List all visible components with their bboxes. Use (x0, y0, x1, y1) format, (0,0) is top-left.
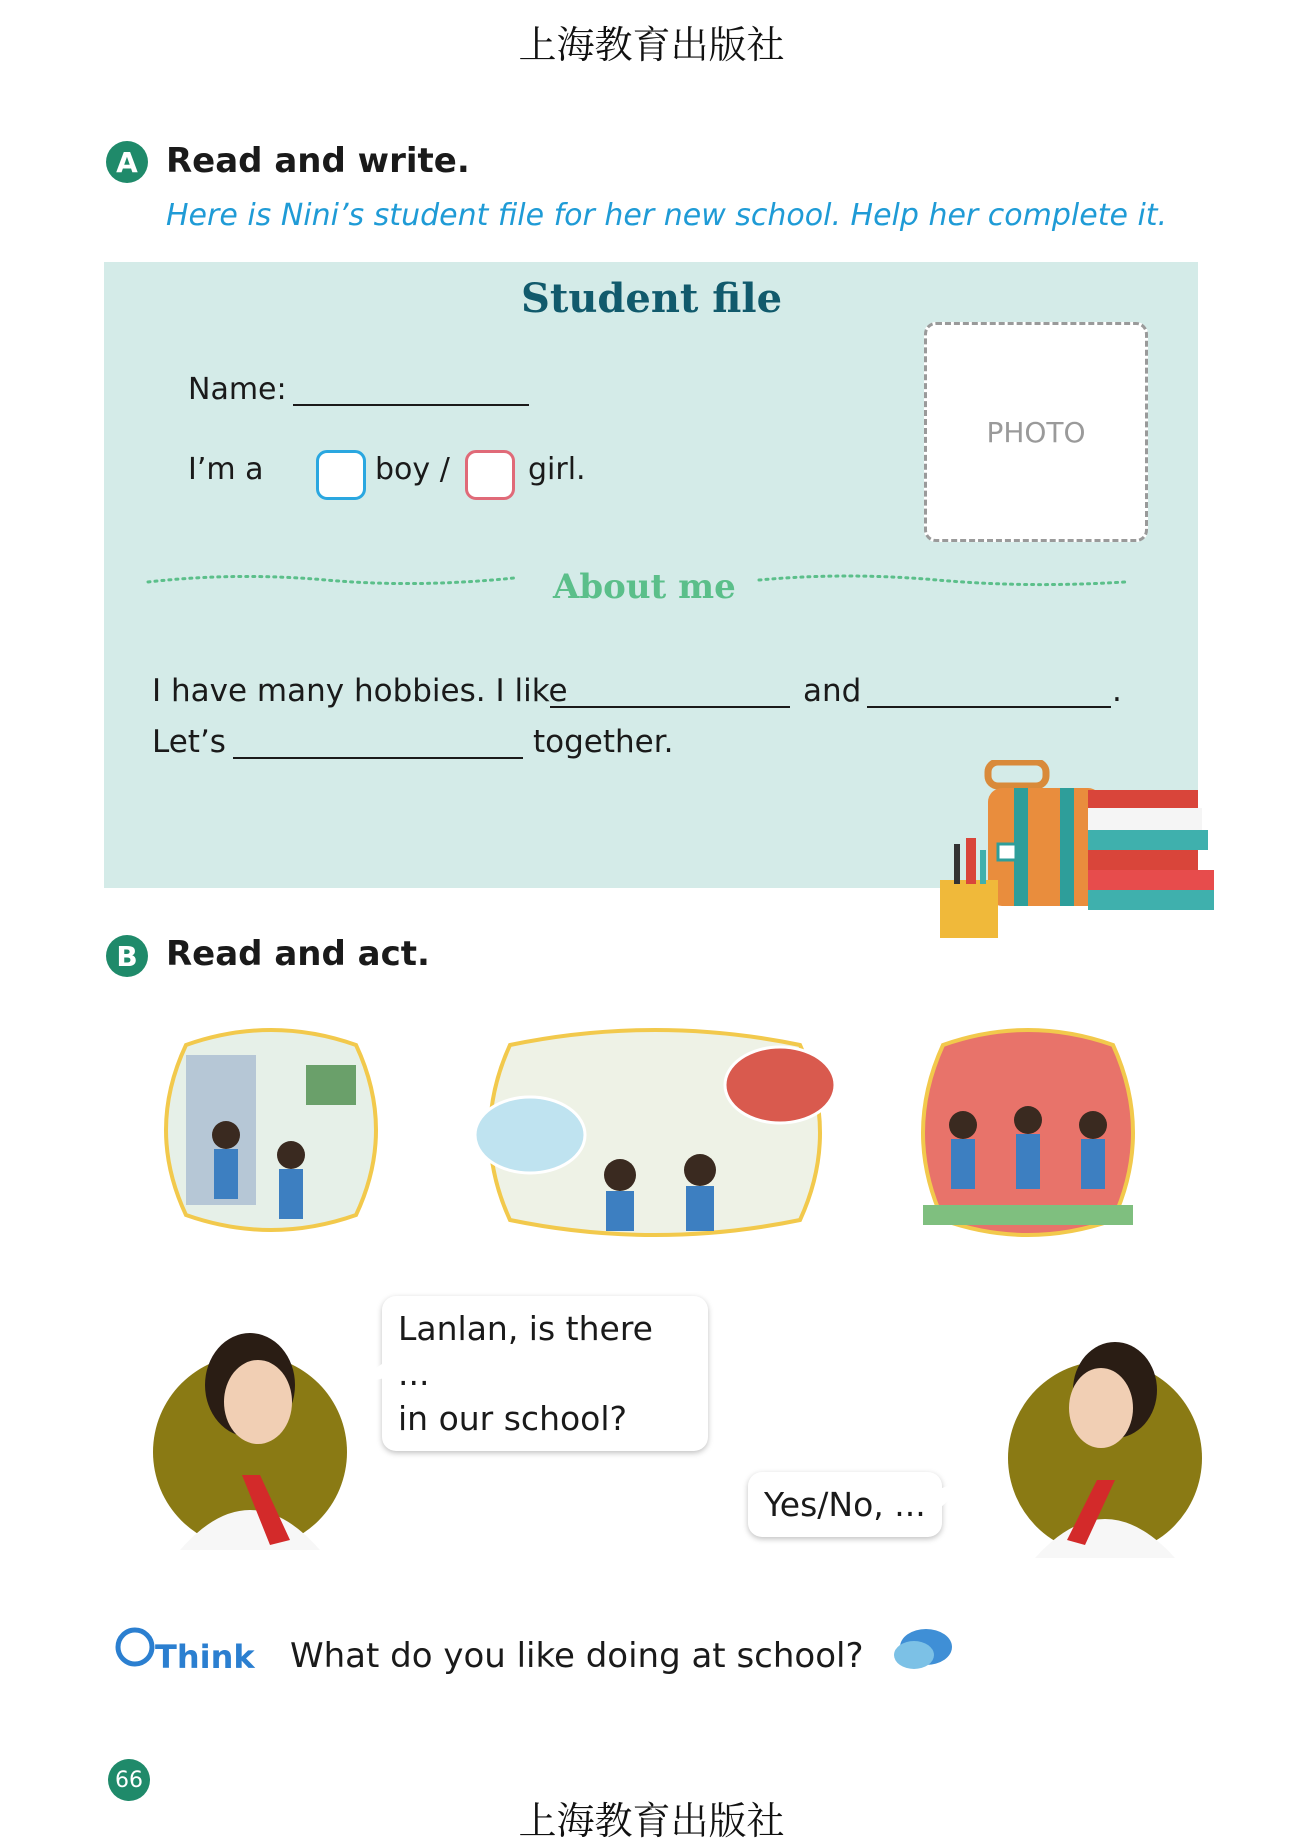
boy-label: boy / (375, 452, 450, 487)
speech-bubble-right: Yes/No, ... (748, 1472, 942, 1537)
name-blank[interactable] (293, 404, 529, 406)
student-file-title: Student file (520, 275, 783, 322)
bubble-left-tail (347, 1360, 387, 1390)
girl-portrait-right (1005, 1330, 1205, 1560)
scene-handshake (903, 1025, 1153, 1240)
page-number: 66 (108, 1759, 150, 1801)
girl-portrait-left (150, 1310, 350, 1560)
dotted-divider-left (146, 570, 516, 590)
scene-classroom (146, 1025, 396, 1235)
bubble-right-tail (930, 1472, 980, 1512)
section-b-badge: B (106, 935, 148, 977)
scene-swimming-court (470, 1025, 840, 1240)
dotted-divider-right (757, 570, 1127, 590)
section-a-instruction: Here is Nini’s student file for her new school. Help her complete it. (166, 198, 1168, 233)
think-swirl-icon (115, 1625, 155, 1669)
section-a-title: Read and write. (166, 141, 470, 181)
name-label: Name: (188, 372, 287, 407)
think-logo: Think (155, 1638, 255, 1676)
im-a-label: I’m a (188, 452, 264, 487)
section-a-badge: A (106, 141, 148, 183)
lets-blank[interactable] (233, 757, 523, 759)
and-text: and (803, 673, 862, 709)
section-b-title: Read and act. (166, 934, 430, 974)
about-me-heading: About me (553, 567, 736, 607)
hobby-blank-1[interactable] (550, 706, 790, 708)
hobby-blank-2[interactable] (867, 706, 1111, 708)
think-question: What do you like doing at school? (290, 1636, 864, 1676)
period-text: . (1112, 673, 1122, 709)
boy-checkbox[interactable] (316, 450, 366, 500)
together-text: together. (533, 724, 674, 760)
publisher-header: 上海教育出版社 (518, 23, 785, 67)
publisher-footer: 上海教育出版社 (518, 1799, 785, 1843)
speech-bubble-left (382, 1296, 708, 1451)
bubble-left-line1: Lanlan, is there ... (398, 1309, 653, 1393)
girl-label: girl. (528, 452, 586, 487)
photo-placeholder: PHOTO (924, 322, 1148, 542)
girl-checkbox[interactable] (465, 450, 515, 500)
hobbies-text: I have many hobbies. I like (152, 673, 568, 709)
lets-text: Let’s (152, 724, 226, 760)
schoolbag-books-illustration (940, 760, 1230, 940)
bubble-left-line2: in our school? (398, 1399, 628, 1438)
speech-cloud-icon (890, 1625, 960, 1675)
